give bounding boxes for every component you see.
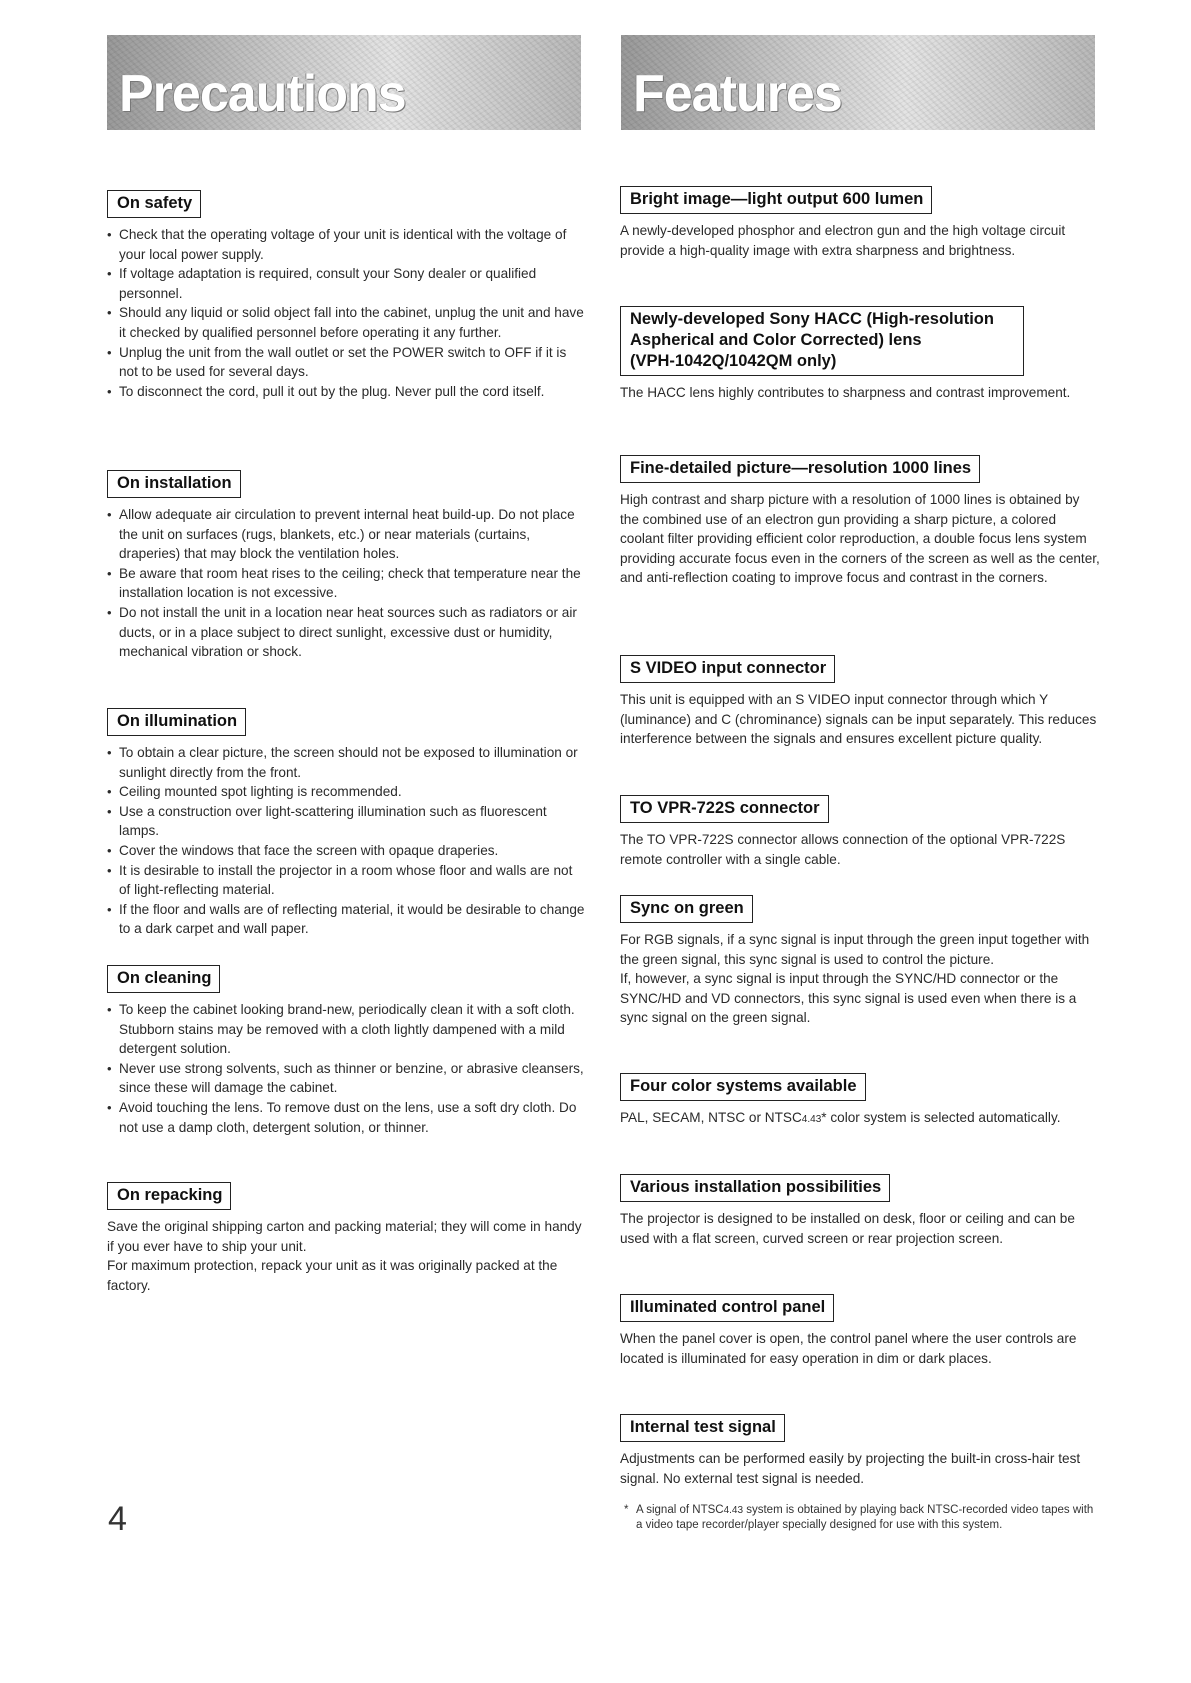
- section-heading: On repacking: [107, 1182, 231, 1210]
- subscript: 4.43: [801, 1114, 822, 1125]
- bullet-list: [107, 743, 585, 939]
- feature-test-signal: [620, 1414, 1100, 1488]
- section-heading: Fine-detailed picture—resolution 1000 lines: [620, 455, 980, 483]
- feature-hacc-lens: [620, 306, 1100, 403]
- feature-vpr-connector: [620, 795, 1100, 869]
- paragraph: This unit is equipped with an S VIDEO input connector through which Y (luminance) and C (chrominance) signals can be input separately. This reduces interference between the signals and ensures excellent picture quality.: [620, 692, 1097, 747]
- list-item: • If voltage adaptation is required, consult your Sony dealer or qualified personnel.: [107, 264, 585, 303]
- feature-s-video: [620, 655, 1100, 749]
- list-item: • To keep the cabinet looking brand-new, periodically clean it with a soft cloth. Stubborn stains may be removed with a cloth lightly dampened with a mild detergent solution.: [107, 1000, 585, 1059]
- text: PAL, SECAM, NTSC or NTSC: [620, 1110, 802, 1125]
- heading-line: Newly-developed Sony HACC (High-resolution: [630, 310, 994, 328]
- features-banner: [621, 35, 1095, 130]
- paragraph: Adjustments can be performed easily by projecting the built-in cross-hair test signal. No external test signal is needed.: [620, 1451, 1081, 1486]
- section-on-illumination: [107, 708, 585, 939]
- section-on-safety: [107, 190, 585, 401]
- footnote: [624, 1503, 1096, 1533]
- feature-bright-image: [620, 186, 1100, 260]
- section-heading: Illuminated control panel: [620, 1294, 834, 1322]
- feature-resolution: [620, 455, 1100, 588]
- feature-color-systems: [620, 1073, 1100, 1130]
- section-heading: TO VPR-722S connector: [620, 795, 829, 823]
- feature-sync-on-green: [620, 895, 1100, 1028]
- footnote-marker: *: [624, 1504, 629, 1516]
- section-heading: On cleaning: [107, 965, 220, 993]
- paragraph: High contrast and sharp picture with a resolution of 1000 lines is obtained by the combined use of an electron gun providing a sharp picture, a colored coolant filter providing efficient color reproduction, a double focus lens system providing accurate focus even in the corners of the screen as well as the center, and anti-reflection coating to improve focus and contrast in the corners.: [620, 492, 1100, 586]
- text: A signal of NTSC: [636, 1504, 724, 1516]
- section-on-installation: [107, 470, 585, 662]
- list-item: • To obtain a clear picture, the screen should not be exposed to illumination or sunlight directly from the front.: [107, 743, 585, 782]
- list-item: • Avoid touching the lens. To remove dust on the lens, use a soft dry cloth. Do not use a damp cloth, detergent solution, or thinner.: [107, 1098, 585, 1137]
- list-item: • It is desirable to install the projector in a room whose floor and walls are not of light-reflecting material.: [107, 861, 585, 900]
- heading-line: Aspherical and Color Corrected) lens: [630, 331, 922, 349]
- list-item: • Never use strong solvents, such as thinner or benzine, or abrasive cleansers, since these will damage the cabinet.: [107, 1059, 585, 1098]
- paragraph: Save the original shipping carton and packing material; they will come in handy if you ever have to ship your unit.: [107, 1219, 582, 1254]
- section-heading: [620, 306, 1024, 376]
- list-item: • Ceiling mounted spot lighting is recommended.: [107, 782, 585, 802]
- list-item: • Allow adequate air circulation to prevent internal heat build-up. Do not place the unit on surfaces (rugs, blankets, etc.) or near materials (curtains, draperies) that may block the ventilation holes.: [107, 505, 585, 564]
- paragraph: A newly-developed phosphor and electron gun and the high voltage circuit provide a high-quality image with extra sharpness and brightness.: [620, 223, 1066, 258]
- paragraph: For maximum protection, repack your unit as it was originally packed at the factory.: [107, 1258, 558, 1293]
- section-heading: Sync on green: [620, 895, 753, 923]
- section-heading: Four color systems available: [620, 1073, 866, 1101]
- list-item: • Unplug the unit from the wall outlet or set the POWER switch to OFF if it is not to be used for several days.: [107, 343, 585, 382]
- section-heading: Various installation possibilities: [620, 1174, 890, 1202]
- features-title: Features: [633, 65, 842, 123]
- subscript: 4.43: [723, 1505, 744, 1516]
- paragraph: If, however, a sync signal is input through the SYNC/HD connector or the SYNC/HD and VD connectors, this sync signal is used even when there is a sync signal on the green signal.: [620, 971, 1077, 1026]
- feature-control-panel: [620, 1294, 1100, 1368]
- paragraph: [620, 1108, 1100, 1130]
- paragraph: The projector is designed to be installed on desk, floor or ceiling and can be used with a flat screen, curved screen or rear projection screen.: [620, 1211, 1075, 1246]
- text: system is obtained by playing back NTSC-recorded video tapes with a video tape recorder/player specially designed for use with this system.: [636, 1504, 1094, 1531]
- page-number: 4: [108, 1500, 127, 1538]
- list-item: • Check that the operating voltage of your unit is identical with the voltage of your local power supply.: [107, 225, 585, 264]
- bullet-list: [107, 505, 585, 662]
- precautions-banner: [107, 35, 581, 130]
- section-heading: On illumination: [107, 708, 246, 736]
- paragraph: When the panel cover is open, the control panel where the user controls are located is illuminated for easy operation in dim or dark places.: [620, 1331, 1077, 1366]
- section-heading: Internal test signal: [620, 1414, 785, 1442]
- list-item: • Do not install the unit in a location near heat sources such as radiators or air ducts, or in a place subject to direct sunlight, excessive dust or humidity, mechanical vibration or shock.: [107, 603, 585, 662]
- feature-installation: [620, 1174, 1100, 1248]
- section-heading: On safety: [107, 190, 201, 218]
- section-heading: Bright image—light output 600 lumen: [620, 186, 932, 214]
- list-item: • To disconnect the cord, pull it out by the plug. Never pull the cord itself.: [107, 382, 585, 402]
- section-on-repacking: [107, 1182, 585, 1295]
- list-item: • Should any liquid or solid object fall into the cabinet, unplug the unit and have it checked by qualified personnel before operating it any further.: [107, 303, 585, 342]
- bullet-list: [107, 225, 585, 401]
- paragraph: The HACC lens highly contributes to sharpness and contrast improvement.: [620, 385, 1071, 400]
- section-heading: S VIDEO input connector: [620, 655, 835, 683]
- list-item: • Use a construction over light-scattering illumination such as fluorescent lamps.: [107, 802, 585, 841]
- section-on-cleaning: [107, 965, 585, 1137]
- list-item: • If the floor and walls are of reflecting material, it would be desirable to change to a dark carpet and wall paper.: [107, 900, 585, 939]
- bullet-list: [107, 1000, 585, 1137]
- paragraph: The TO VPR-722S connector allows connection of the optional VPR-722S remote controller with a single cable.: [620, 832, 1066, 867]
- heading-line: (VPH-1042Q/1042QM only): [630, 352, 837, 370]
- text: * color system is selected automatically.: [821, 1110, 1061, 1125]
- paragraph: For RGB signals, if a sync signal is input through the green input together with the green signal, this sync signal is used to control the picture.: [620, 932, 1090, 967]
- list-item: • Be aware that room heat rises to the ceiling; check that temperature near the installation location is not excessive.: [107, 564, 585, 603]
- precautions-title: Precautions: [119, 65, 406, 123]
- section-heading: On installation: [107, 470, 241, 498]
- list-item: • Cover the windows that face the screen with opaque draperies.: [107, 841, 585, 861]
